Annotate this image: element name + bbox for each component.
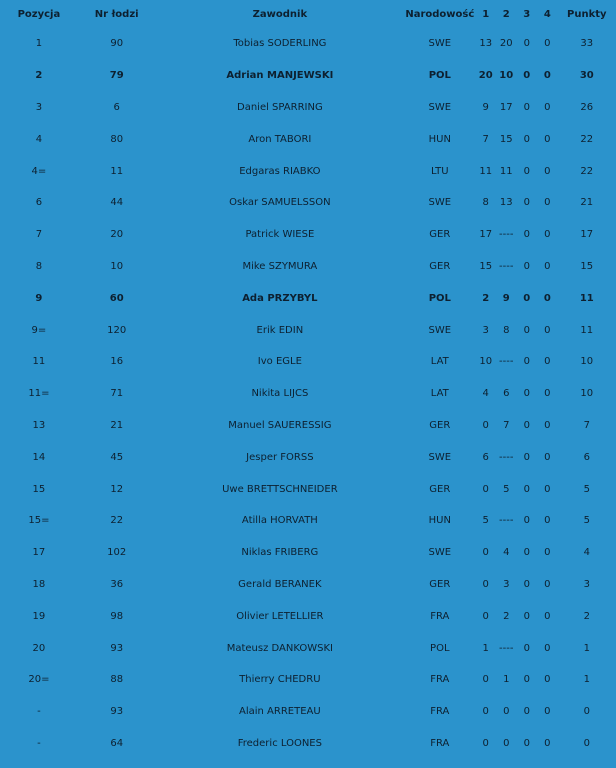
cell-race-2: ---- xyxy=(499,229,514,241)
cell-race-2: 3 xyxy=(503,578,510,590)
cell-boat-number: 10 xyxy=(110,260,124,272)
cell-rider: Patrick WIESE xyxy=(245,229,315,241)
cell-race-2: 20 xyxy=(499,38,513,50)
cell-rider: Oskar SAMUELSSON xyxy=(229,197,331,209)
cell-points: 5 xyxy=(583,515,590,527)
cell-race-1: 1 xyxy=(482,642,489,654)
cell-race-2: 0 xyxy=(503,706,510,718)
cell-points: 10 xyxy=(580,356,594,368)
cell-rider: Mateusz DANKOWSKI xyxy=(226,642,333,654)
header-race-4: 4 xyxy=(543,8,551,20)
cell-boat-number: 71 xyxy=(110,388,124,400)
cell-race-2: 15 xyxy=(499,133,513,145)
cell-boat-number: 12 xyxy=(110,483,124,495)
cell-position: 3 xyxy=(35,101,43,113)
cell-race-1: 8 xyxy=(482,197,489,209)
cell-race-3: 0 xyxy=(523,324,530,336)
cell-position: 6 xyxy=(35,197,43,209)
table-row xyxy=(0,28,616,60)
cell-race-2: ---- xyxy=(499,451,514,463)
cell-nationality: FRA xyxy=(430,706,450,718)
cell-points: 7 xyxy=(583,419,590,431)
cell-race-4: 0 xyxy=(544,642,551,654)
cell-race-4: 0 xyxy=(544,229,551,241)
cell-points: 33 xyxy=(580,38,594,50)
cell-nationality: GER xyxy=(429,419,451,431)
cell-nationality: GER xyxy=(429,578,451,590)
cell-race-1: 17 xyxy=(479,229,493,241)
cell-race-3: 0 xyxy=(523,70,531,82)
cell-race-2: 4 xyxy=(503,547,510,559)
table-row xyxy=(0,314,616,346)
header-position: Pozycja xyxy=(17,8,61,20)
header-race-2: 2 xyxy=(502,8,510,20)
cell-nationality: SWE xyxy=(428,547,452,559)
cell-race-1: 15 xyxy=(479,260,493,272)
cell-nationality: HUN xyxy=(428,133,451,145)
cell-race-4: 0 xyxy=(543,292,551,304)
header-nationality: Narodowość xyxy=(405,8,475,20)
cell-boat-number: 36 xyxy=(110,578,124,590)
cell-points: 2 xyxy=(583,610,590,622)
cell-position: 20 xyxy=(32,642,46,654)
cell-race-3: 0 xyxy=(523,292,531,304)
cell-rider: Olivier LETELLIER xyxy=(236,610,324,622)
cell-points: 11 xyxy=(580,324,594,336)
cell-nationality: GER xyxy=(429,229,451,241)
table-row xyxy=(0,219,616,251)
table-row xyxy=(0,410,616,442)
cell-points: 4 xyxy=(583,547,590,559)
cell-race-3: 0 xyxy=(523,133,530,145)
cell-boat-number: 20 xyxy=(110,229,124,241)
cell-race-4: 0 xyxy=(544,610,551,622)
cell-boat-number: 11 xyxy=(110,165,124,177)
cell-rider: Manuel SAUERESSIG xyxy=(228,419,332,431)
cell-nationality: POL xyxy=(430,642,450,654)
cell-race-1: 0 xyxy=(482,706,489,718)
cell-nationality: SWE xyxy=(428,451,452,463)
cell-nationality: LTU xyxy=(430,165,449,177)
cell-race-3: 0 xyxy=(523,706,530,718)
table-row xyxy=(0,92,616,124)
cell-position: 9 xyxy=(35,292,43,304)
table-row xyxy=(0,155,616,187)
table-row xyxy=(0,664,616,696)
cell-position: - xyxy=(37,737,41,749)
cell-nationality: POL xyxy=(428,70,451,82)
cell-race-3: 0 xyxy=(523,737,530,749)
cell-race-2: 0 xyxy=(503,737,510,749)
cell-position: 11= xyxy=(28,388,50,400)
cell-boat-number: 98 xyxy=(110,610,124,622)
cell-race-4: 0 xyxy=(544,133,551,145)
cell-boat-number: 21 xyxy=(110,419,124,431)
cell-points: 6 xyxy=(583,451,590,463)
cell-race-3: 0 xyxy=(523,197,530,209)
cell-position: 9= xyxy=(31,324,47,336)
cell-boat-number: 93 xyxy=(110,642,124,654)
cell-points: 15 xyxy=(580,260,594,272)
cell-race-3: 0 xyxy=(523,578,530,590)
cell-nationality: HUN xyxy=(428,515,451,527)
table-row xyxy=(0,282,616,314)
cell-rider: Ivo EGLE xyxy=(257,356,302,368)
cell-rider: Edgaras RIABKO xyxy=(239,165,321,177)
cell-nationality: SWE xyxy=(428,197,452,209)
cell-rider: Uwe BRETTSCHNEIDER xyxy=(222,483,338,495)
cell-race-1: 13 xyxy=(479,38,493,50)
cell-boat-number: 90 xyxy=(110,38,124,50)
cell-race-2: ---- xyxy=(499,356,514,368)
cell-race-4: 0 xyxy=(544,101,551,113)
cell-points: 0 xyxy=(583,737,590,749)
cell-race-1: 0 xyxy=(482,419,489,431)
cell-boat-number: 102 xyxy=(107,547,127,559)
cell-race-4: 0 xyxy=(544,737,551,749)
cell-rider: Aron TABORI xyxy=(248,133,312,145)
cell-boat-number: 44 xyxy=(110,197,124,209)
table-row xyxy=(0,346,616,378)
cell-nationality: LAT xyxy=(430,356,449,368)
cell-race-3: 0 xyxy=(523,419,530,431)
cell-boat-number: 60 xyxy=(109,292,124,304)
table-row xyxy=(0,378,616,410)
table-row xyxy=(0,632,616,664)
table-row xyxy=(0,441,616,473)
cell-nationality: GER xyxy=(429,483,451,495)
cell-race-1: 20 xyxy=(478,70,493,82)
header-race-3: 3 xyxy=(523,8,531,20)
cell-nationality: SWE xyxy=(428,324,452,336)
cell-points: 17 xyxy=(580,229,594,241)
cell-race-4: 0 xyxy=(544,515,551,527)
cell-race-3: 0 xyxy=(523,451,530,463)
cell-points: 5 xyxy=(583,483,590,495)
cell-rider: Atilla HORVATH xyxy=(241,515,318,527)
cell-position: 13 xyxy=(32,419,46,431)
cell-race-3: 0 xyxy=(523,38,530,50)
cell-rider: Alain ARRETEAU xyxy=(239,706,321,718)
header-race-1: 1 xyxy=(482,8,490,20)
cell-race-1: 5 xyxy=(482,515,489,527)
cell-rider: Daniel SPARRING xyxy=(237,101,323,113)
cell-position: 7 xyxy=(35,229,43,241)
cell-race-1: 0 xyxy=(482,610,489,622)
cell-race-2: ---- xyxy=(499,260,514,272)
table-row xyxy=(0,60,616,92)
cell-boat-number: 6 xyxy=(113,101,120,113)
cell-rider: Tobias SODERLING xyxy=(233,38,327,50)
cell-rider: Niklas FRIBERG xyxy=(241,547,319,559)
cell-position: 20= xyxy=(28,674,50,686)
header-boat-number: Nr łodzi xyxy=(94,8,139,20)
cell-position: 18 xyxy=(32,578,46,590)
cell-nationality: FRA xyxy=(430,674,450,686)
cell-race-1: 3 xyxy=(482,324,489,336)
cell-nationality: FRA xyxy=(430,737,450,749)
cell-rider: Ada PRZYBYL xyxy=(242,292,318,304)
cell-race-1: 0 xyxy=(482,578,489,590)
cell-race-4: 0 xyxy=(544,388,551,400)
cell-position: - xyxy=(37,706,41,718)
cell-rider: Jesper FORSS xyxy=(246,451,314,463)
cell-race-2: 13 xyxy=(499,197,513,209)
cell-position: 4= xyxy=(31,165,47,177)
cell-points: 22 xyxy=(580,165,594,177)
cell-race-4: 0 xyxy=(543,70,551,82)
cell-race-2: ---- xyxy=(499,642,514,654)
cell-race-2: 17 xyxy=(499,101,513,113)
cell-race-3: 0 xyxy=(523,101,530,113)
cell-race-4: 0 xyxy=(544,260,551,272)
cell-race-2: 9 xyxy=(502,292,510,304)
cell-race-4: 0 xyxy=(544,356,551,368)
cell-nationality: GER xyxy=(429,260,451,272)
cell-race-4: 0 xyxy=(544,547,551,559)
cell-race-3: 0 xyxy=(523,674,530,686)
cell-race-2: 7 xyxy=(503,419,510,431)
cell-race-3: 0 xyxy=(523,642,530,654)
table-row xyxy=(0,537,616,569)
cell-nationality: SWE xyxy=(428,101,452,113)
cell-race-4: 0 xyxy=(544,165,551,177)
cell-race-4: 0 xyxy=(544,419,551,431)
cell-points: 0 xyxy=(583,706,590,718)
cell-boat-number: 88 xyxy=(110,674,124,686)
table-row xyxy=(0,569,616,601)
cell-points: 26 xyxy=(580,101,594,113)
cell-race-2: 5 xyxy=(503,483,510,495)
cell-race-4: 0 xyxy=(544,483,551,495)
cell-race-4: 0 xyxy=(544,38,551,50)
cell-race-4: 0 xyxy=(544,451,551,463)
cell-race-2: 8 xyxy=(503,324,510,336)
cell-race-1: 6 xyxy=(482,451,489,463)
cell-points: 10 xyxy=(580,388,594,400)
cell-position: 19 xyxy=(32,610,46,622)
cell-race-4: 0 xyxy=(544,578,551,590)
cell-position: 1 xyxy=(35,38,43,50)
cell-race-3: 0 xyxy=(523,356,530,368)
cell-race-2: ---- xyxy=(499,515,514,527)
cell-rider: Erik EDIN xyxy=(256,324,304,336)
cell-rider: Gerald BERANEK xyxy=(238,578,322,590)
cell-nationality: POL xyxy=(428,292,451,304)
cell-race-1: 2 xyxy=(482,292,490,304)
cell-boat-number: 64 xyxy=(110,737,124,749)
cell-nationality: FRA xyxy=(430,610,450,622)
table-row xyxy=(0,696,616,728)
cell-boat-number: 22 xyxy=(110,515,124,527)
cell-rider: Nikita LIJCS xyxy=(251,388,309,400)
table-row xyxy=(0,600,616,632)
cell-race-1: 7 xyxy=(482,133,489,145)
cell-boat-number: 93 xyxy=(110,706,124,718)
cell-race-3: 0 xyxy=(523,260,530,272)
cell-race-3: 0 xyxy=(523,229,530,241)
cell-race-4: 0 xyxy=(544,324,551,336)
cell-position: 11 xyxy=(32,356,46,368)
cell-race-4: 0 xyxy=(544,197,551,209)
cell-race-1: 0 xyxy=(482,547,489,559)
cell-rider: Frederic LOONES xyxy=(237,737,322,749)
header-rider: Zawodnik xyxy=(252,8,308,20)
cell-race-3: 0 xyxy=(523,483,530,495)
cell-boat-number: 80 xyxy=(110,133,124,145)
cell-race-3: 0 xyxy=(523,388,530,400)
cell-points: 11 xyxy=(579,292,594,304)
cell-points: 3 xyxy=(583,578,590,590)
cell-points: 1 xyxy=(583,642,590,654)
cell-boat-number: 45 xyxy=(110,451,124,463)
cell-position: 15 xyxy=(32,483,46,495)
cell-position: 15= xyxy=(28,515,50,527)
cell-race-2: 10 xyxy=(499,70,514,82)
table-row xyxy=(0,505,616,537)
cell-rider: Thierry CHEDRU xyxy=(239,674,321,686)
cell-race-1: 0 xyxy=(482,483,489,495)
table-row xyxy=(0,123,616,155)
cell-race-4: 0 xyxy=(544,674,551,686)
cell-rider: Adrian MANJEWSKI xyxy=(226,70,334,82)
table-row xyxy=(0,728,616,760)
cell-race-1: 10 xyxy=(479,356,493,368)
table-row xyxy=(0,473,616,505)
cell-race-1: 9 xyxy=(482,101,489,113)
cell-race-2: 1 xyxy=(503,674,510,686)
cell-position: 4 xyxy=(35,133,43,145)
cell-boat-number: 79 xyxy=(109,70,124,82)
cell-rider: Mike SZYMURA xyxy=(242,260,318,272)
cell-race-1: 4 xyxy=(482,388,489,400)
cell-race-1: 0 xyxy=(482,737,489,749)
cell-position: 17 xyxy=(32,547,46,559)
cell-race-1: 0 xyxy=(482,674,489,686)
cell-points: 1 xyxy=(583,674,590,686)
header-row xyxy=(0,0,616,28)
cell-nationality: SWE xyxy=(428,38,452,50)
cell-position: 14 xyxy=(32,451,46,463)
cell-race-2: 11 xyxy=(499,165,513,177)
cell-points: 30 xyxy=(579,70,594,82)
cell-race-3: 0 xyxy=(523,547,530,559)
cell-boat-number: 120 xyxy=(107,324,127,336)
cell-position: 8 xyxy=(35,260,43,272)
cell-race-3: 0 xyxy=(523,610,530,622)
table-row xyxy=(0,251,616,283)
cell-race-1: 11 xyxy=(479,165,493,177)
cell-nationality: LAT xyxy=(430,388,449,400)
cell-race-2: 6 xyxy=(503,388,510,400)
table-row xyxy=(0,187,616,219)
cell-race-3: 0 xyxy=(523,165,530,177)
cell-points: 21 xyxy=(580,197,594,209)
cell-boat-number: 16 xyxy=(110,356,124,368)
cell-points: 22 xyxy=(580,133,594,145)
cell-race-3: 0 xyxy=(523,515,530,527)
header-points: Punkty xyxy=(567,8,607,20)
cell-race-2: 2 xyxy=(503,610,510,622)
cell-position: 2 xyxy=(35,70,43,82)
cell-race-4: 0 xyxy=(544,706,551,718)
